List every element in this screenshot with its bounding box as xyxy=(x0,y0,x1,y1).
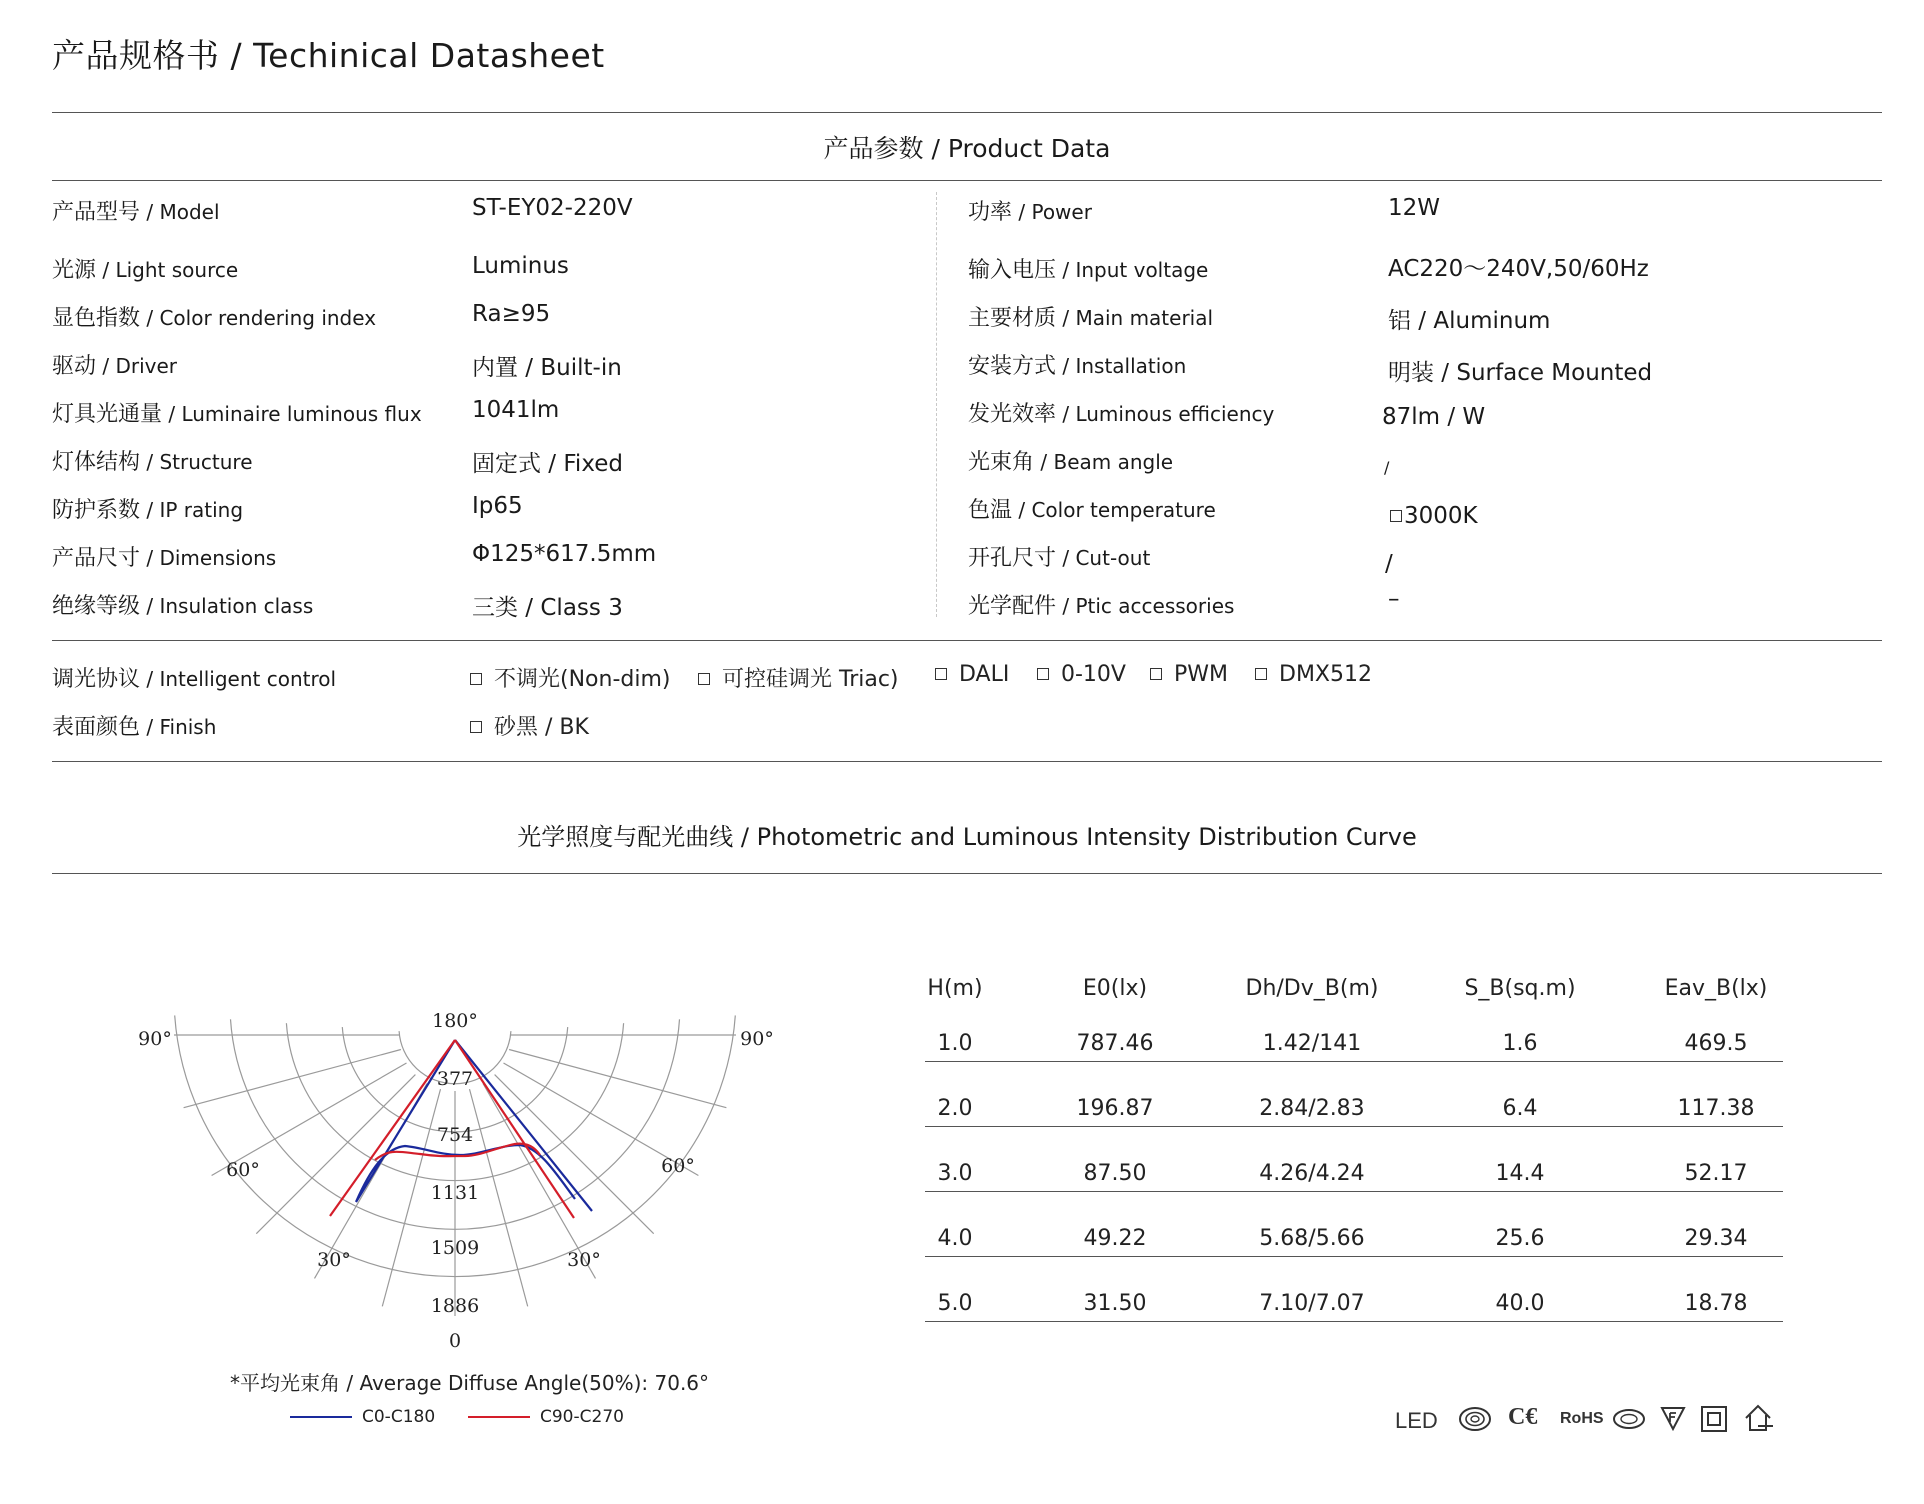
polar-angle-label: 60° xyxy=(661,1155,695,1177)
table-cell-e0: 31.50 xyxy=(1083,1291,1147,1316)
polar-angle-label: 60° xyxy=(226,1159,260,1181)
table-cell-sb: 6.4 xyxy=(1502,1096,1538,1121)
spec-label-flux: 灯具光通量 / Luminaire luminous flux xyxy=(52,402,422,427)
control-option-0-10v[interactable]: 0-10V xyxy=(1037,662,1126,687)
table-cell-h: 2.0 xyxy=(937,1096,973,1121)
spec-value-model: ST-EY02-220V xyxy=(472,195,633,221)
table-cell-eav: 29.34 xyxy=(1684,1226,1748,1251)
table-cell-h: 5.0 xyxy=(937,1291,973,1316)
spec-label-driver: 驱动 / Driver xyxy=(52,354,178,379)
table-header-e0: E0(lx) xyxy=(1082,976,1148,1001)
spec-label-structure: 灯体结构 / Structure xyxy=(52,450,253,475)
polar-angle-label: 180° xyxy=(432,1010,478,1032)
spec-label-efficiency: 发光效率 / Luminous efficiency xyxy=(968,402,1275,427)
spec-label-input-voltage: 输入电压 / Input voltage xyxy=(968,258,1209,283)
legend-line-blue xyxy=(290,1416,352,1418)
table-cell-eav: 117.38 xyxy=(1677,1096,1755,1121)
f-mark-icon xyxy=(1660,1405,1686,1431)
page-title: 产品规格书 / Techinical Datasheet xyxy=(52,36,605,75)
control-option-non-dim[interactable]: 不调光(Non-dim) xyxy=(470,662,670,693)
table-row-line xyxy=(925,1256,1783,1257)
table-row-line xyxy=(925,1191,1783,1192)
polar-spoke xyxy=(256,1075,415,1234)
spec-label-cri: 显色指数 / Color rendering index xyxy=(52,306,377,331)
spec-label-insulation: 绝缘等级 / Insulation class xyxy=(52,594,314,619)
table-header-eav: Eav_B(lx) xyxy=(1664,976,1768,1001)
control-option-triac[interactable]: 可控硅调光 Triac) xyxy=(698,662,899,693)
polar-angle-label: 0 xyxy=(448,1330,462,1352)
table-cell-e0: 49.22 xyxy=(1083,1226,1147,1251)
spec-value-color-temp: 3000K xyxy=(1390,503,1478,529)
spec-label-cutout: 开孔尺寸 / Cut-out xyxy=(968,546,1151,571)
table-cell-dhdv: 2.84/2.83 xyxy=(1259,1096,1365,1121)
spec-label-beam-angle: 光束角 / Beam angle xyxy=(968,450,1174,475)
polar-angle-label: 30° xyxy=(317,1249,351,1271)
spec-value-accessories: – xyxy=(1388,586,1400,612)
table-cell-eav: 18.78 xyxy=(1684,1291,1748,1316)
table-cell-e0: 196.87 xyxy=(1076,1096,1154,1121)
spec-label-model: 产品型号 / Model xyxy=(52,200,220,225)
table-cell-dhdv: 1.42/141 xyxy=(1262,1031,1362,1056)
spec-label-color-temp: 色温 / Color temperature xyxy=(968,498,1216,523)
spec-value-driver: 内置 / Built-in xyxy=(472,355,622,381)
legend-line-red xyxy=(468,1416,530,1418)
legend-c90-c270: C90-C270 xyxy=(468,1407,624,1427)
spec-value-installation: 明装 / Surface Mounted xyxy=(1388,360,1653,386)
table-cell-e0: 787.46 xyxy=(1076,1031,1154,1056)
table-cell-eav: 52.17 xyxy=(1684,1161,1748,1186)
control-option-pwm[interactable]: PWM xyxy=(1150,662,1228,687)
photometric-heading: 光学照度与配光曲线 / Photometric and Luminous Intensity Distribution Curve xyxy=(517,823,1417,851)
finish-label: 表面颜色 / Finish xyxy=(52,715,217,740)
table-row-line xyxy=(925,1061,1783,1062)
spec-label-material: 主要材质 / Main material xyxy=(968,306,1214,331)
product-data-heading: 产品参数 / Product Data xyxy=(823,134,1111,163)
average-diffuse-angle-note: *平均光束角 / Average Diffuse Angle(50%): 70.6° xyxy=(230,1371,710,1395)
polar-ring-label: 1886 xyxy=(430,1295,480,1317)
spec-value-beam-angle: / xyxy=(1384,458,1390,477)
spec-label-accessories: 光学配件 / Ptic accessories xyxy=(968,594,1235,619)
table-cell-sb: 40.0 xyxy=(1495,1291,1545,1316)
table-cell-sb: 1.6 xyxy=(1502,1031,1538,1056)
table-header-sb: S_B(sq.m) xyxy=(1464,976,1576,1001)
spec-label-installation: 安装方式 / Installation xyxy=(968,354,1187,379)
spec-label-light-source: 光源 / Light source xyxy=(52,258,239,283)
control-option-dmx512[interactable]: DMX512 xyxy=(1255,662,1372,687)
indoor-icon xyxy=(1742,1402,1776,1434)
control-option-dali[interactable]: DALI xyxy=(935,662,1009,687)
table-header-dhdv: Dh/Dv_B(m) xyxy=(1245,976,1379,1001)
table-header-h: H(m) xyxy=(927,976,983,1001)
table-cell-dhdv: 5.68/5.66 xyxy=(1259,1226,1365,1251)
ce-icon: C€ xyxy=(1508,1404,1538,1430)
class-ii-icon xyxy=(1700,1405,1728,1433)
table-row-line xyxy=(925,1126,1783,1127)
table-cell-dhdv: 7.10/7.07 xyxy=(1259,1291,1365,1316)
polar-angle-label: 30° xyxy=(567,1249,601,1271)
led-mark: LED xyxy=(1395,1408,1438,1433)
polar-angle-label: 90° xyxy=(138,1028,172,1050)
table-cell-sb: 25.6 xyxy=(1495,1226,1545,1251)
table-cell-h: 4.0 xyxy=(937,1226,973,1251)
spec-value-flux: 1041lm xyxy=(472,397,560,423)
spec-label-ip: 防护系数 / IP rating xyxy=(52,498,244,523)
polar-spoke xyxy=(495,1075,654,1234)
polar-angle-label: 90° xyxy=(740,1028,774,1050)
spec-value-dimensions: Φ125*617.5mm xyxy=(472,541,657,567)
table-cell-e0: 87.50 xyxy=(1083,1161,1147,1186)
spec-value-insulation: 三类 / Class 3 xyxy=(472,595,623,621)
legend-c0-c180: C0-C180 xyxy=(290,1407,435,1427)
spec-value-light-source: Luminus xyxy=(472,253,569,279)
spec-value-cutout: / xyxy=(1385,551,1393,577)
spec-value-material: 铝 / Aluminum xyxy=(1388,308,1551,334)
spec-value-structure: 固定式 / Fixed xyxy=(472,451,623,477)
polar-ring-label: 377 xyxy=(436,1068,474,1090)
table-row-line xyxy=(925,1321,1783,1322)
table-cell-eav: 469.5 xyxy=(1684,1031,1748,1056)
polar-ring-label: 754 xyxy=(436,1124,474,1146)
table-cell-h: 3.0 xyxy=(937,1161,973,1186)
ccc-icon xyxy=(1458,1406,1492,1432)
polar-ring-label: 1509 xyxy=(430,1237,480,1259)
polar-ring-label: 1131 xyxy=(430,1182,480,1204)
spec-value-efficiency: 87lm / W xyxy=(1382,404,1486,430)
control-label: 调光协议 / Intelligent control xyxy=(52,667,337,692)
finish-option-bk[interactable]: 砂黑 / BK xyxy=(470,710,589,741)
spec-value-ip: Ip65 xyxy=(472,493,523,519)
table-cell-dhdv: 4.26/4.24 xyxy=(1259,1161,1365,1186)
spec-value-power: 12W xyxy=(1388,195,1441,221)
spec-value-cri: Ra≥95 xyxy=(472,301,551,327)
spec-label-dimensions: 产品尺寸 / Dimensions xyxy=(52,546,277,571)
spec-label-power: 功率 / Power xyxy=(968,200,1092,225)
cqc-icon xyxy=(1612,1408,1646,1430)
table-cell-h: 1.0 xyxy=(937,1031,973,1056)
rohs-icon: RoHS xyxy=(1560,1410,1604,1427)
table-cell-sb: 14.4 xyxy=(1495,1161,1545,1186)
spec-value-input-voltage: AC220～240V,50/60Hz xyxy=(1388,256,1649,282)
